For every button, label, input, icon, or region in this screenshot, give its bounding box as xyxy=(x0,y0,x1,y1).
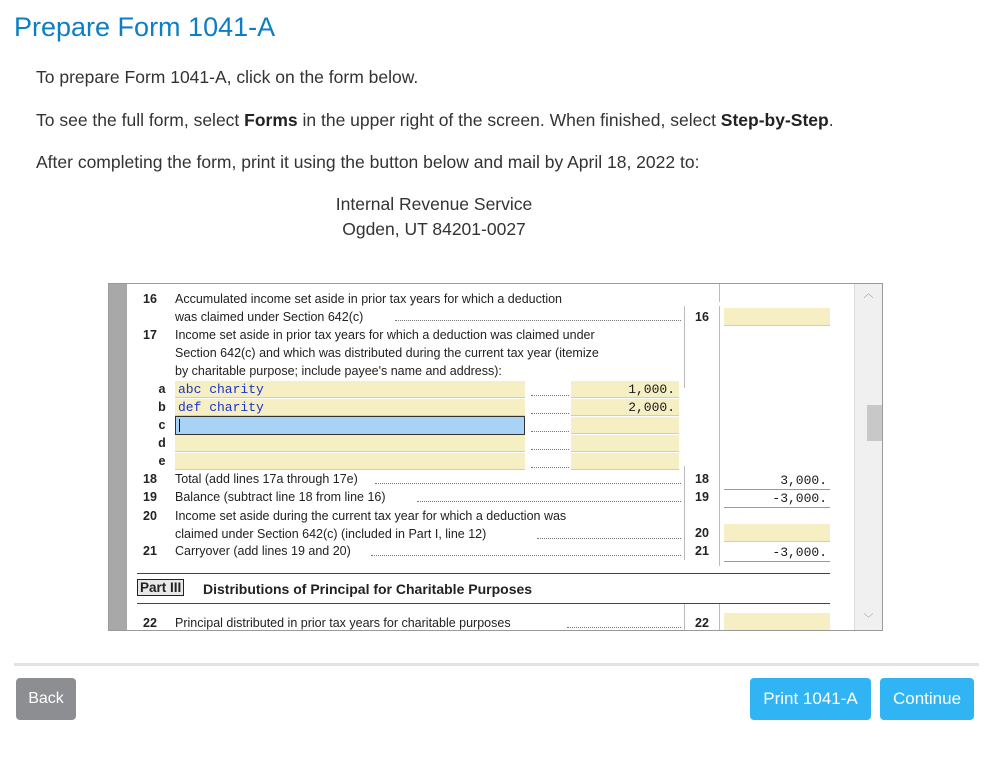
line-17c-payee-field[interactable] xyxy=(175,416,525,435)
line-20-text: Income set aside during the current tax year for which a deduction was xyxy=(175,509,567,523)
viewer-left-margin xyxy=(109,284,127,630)
line-21-text: Carryover (add lines 19 and 20) xyxy=(175,544,351,558)
line-17a-amount-value: 1,000. xyxy=(628,382,675,397)
column-divider xyxy=(719,604,720,631)
line-letter: d xyxy=(158,436,166,450)
line-16-text: Accumulated income set aside in prior tax years for which a deduction xyxy=(175,292,562,306)
line-letter: b xyxy=(158,400,166,414)
instruction-text: To see the full form, select xyxy=(36,110,245,130)
continue-button[interactable]: Continue xyxy=(880,678,974,720)
line-20-text: claimed under Section 642(c) (included in Part I, line 12) xyxy=(175,527,487,541)
part-iii-label: Part III xyxy=(137,579,184,596)
line-number: 22 xyxy=(143,616,157,630)
line-20-amount-field[interactable] xyxy=(724,524,830,542)
address-line-1: Internal Revenue Service xyxy=(335,194,533,214)
form-viewer[interactable] xyxy=(108,283,883,631)
line-17b-payee-value: def charity xyxy=(178,400,264,415)
box-number: 19 xyxy=(695,490,709,504)
text-cursor xyxy=(179,419,180,432)
line-17e-payee-field[interactable] xyxy=(175,453,525,470)
section-rule xyxy=(137,573,830,574)
instruction-line-3: After completing the form, print it using the button below and mail by April 18, 2022 to: xyxy=(36,152,700,172)
line-17-text: by charitable purpose; include payee's name and address): xyxy=(175,364,502,378)
column-divider xyxy=(684,604,685,631)
leader-dots xyxy=(395,313,681,321)
line-16-text: was claimed under Section 642(c) xyxy=(175,310,364,324)
leader-dots xyxy=(531,424,569,432)
leader-dots xyxy=(375,476,681,484)
page-title: Prepare Form 1041-A xyxy=(14,12,276,42)
line-number: 19 xyxy=(143,490,157,504)
print-1041a-button[interactable]: Print 1041-A xyxy=(750,678,871,720)
line-18-text: Total (add lines 17a through 17e) xyxy=(175,472,358,486)
line-22-text: Principal distributed in prior tax years for charitable purposes xyxy=(175,616,511,630)
footer-divider xyxy=(14,663,979,666)
amount-underline xyxy=(724,489,830,490)
box-number: 21 xyxy=(695,544,709,558)
mailing-address xyxy=(0,192,868,242)
column-divider xyxy=(719,284,720,302)
column-divider xyxy=(684,466,685,560)
instruction-line-2 xyxy=(36,110,834,131)
line-22-amount-field[interactable] xyxy=(724,613,830,631)
leader-dots xyxy=(417,494,681,502)
address-line-2: Ogden, UT 84201-0027 xyxy=(342,219,526,239)
line-number: 18 xyxy=(143,472,157,486)
leader-dots xyxy=(531,442,569,450)
box-number: 20 xyxy=(695,526,709,540)
line-number: 17 xyxy=(143,328,157,342)
leader-dots xyxy=(537,531,681,539)
scroll-thumb[interactable] xyxy=(867,405,883,441)
line-17b-amount-value: 2,000. xyxy=(628,400,675,415)
leader-dots xyxy=(371,548,681,556)
line-letter: a xyxy=(158,382,166,396)
line-19-text: Balance (subtract line 18 from line 16) xyxy=(175,490,386,504)
back-button[interactable]: Back xyxy=(16,678,76,720)
section-rule xyxy=(137,603,830,604)
chevron-up-icon[interactable]: ︿ xyxy=(863,289,874,300)
line-letter: e xyxy=(158,454,166,468)
leader-dots xyxy=(531,406,569,414)
line-17-text: Income set aside in prior tax years for which a deduction was claimed under xyxy=(175,328,595,342)
forms-bold-label: Forms xyxy=(244,110,298,130)
line-17c-amount-field[interactable] xyxy=(571,417,679,434)
line-number: 21 xyxy=(143,544,157,558)
line-18-amount-value: 3,000. xyxy=(780,473,827,488)
line-number: 20 xyxy=(143,509,157,523)
step-by-step-bold-label: Step-by-Step xyxy=(720,110,829,130)
line-17-text: Section 642(c) and which was distributed during the current tax year (itemize xyxy=(175,346,599,360)
instruction-text: . xyxy=(828,110,834,130)
vertical-scrollbar[interactable] xyxy=(854,284,882,630)
box-number: 18 xyxy=(695,472,709,486)
line-17d-payee-field[interactable] xyxy=(175,435,525,452)
instruction-line-1: To prepare Form 1041-A, click on the form below. xyxy=(36,67,419,87)
column-divider xyxy=(719,306,720,566)
column-divider xyxy=(684,306,685,388)
box-number: 16 xyxy=(695,310,709,324)
line-letter: c xyxy=(158,418,166,432)
line-17d-amount-field[interactable] xyxy=(571,435,679,452)
amount-underline xyxy=(724,507,830,508)
part-iii-title: Distributions of Principal for Charitable Purposes xyxy=(203,581,533,597)
instruction-text: in the upper right of the screen. When finished, select xyxy=(297,110,721,130)
line-17e-amount-field[interactable] xyxy=(571,453,679,470)
chevron-down-icon[interactable]: ﹀ xyxy=(863,614,874,625)
amount-underline xyxy=(724,561,830,562)
leader-dots xyxy=(567,620,681,628)
line-19-amount-value: -3,000. xyxy=(772,491,827,506)
line-number: 16 xyxy=(143,292,157,306)
line-17a-payee-value: abc charity xyxy=(178,382,264,397)
line-21-amount-value: -3,000. xyxy=(772,545,827,560)
box-number: 22 xyxy=(695,616,709,630)
line-16-amount-field[interactable] xyxy=(724,308,830,326)
leader-dots xyxy=(531,388,569,396)
form-1041a-page[interactable] xyxy=(127,284,854,630)
leader-dots xyxy=(531,460,569,468)
